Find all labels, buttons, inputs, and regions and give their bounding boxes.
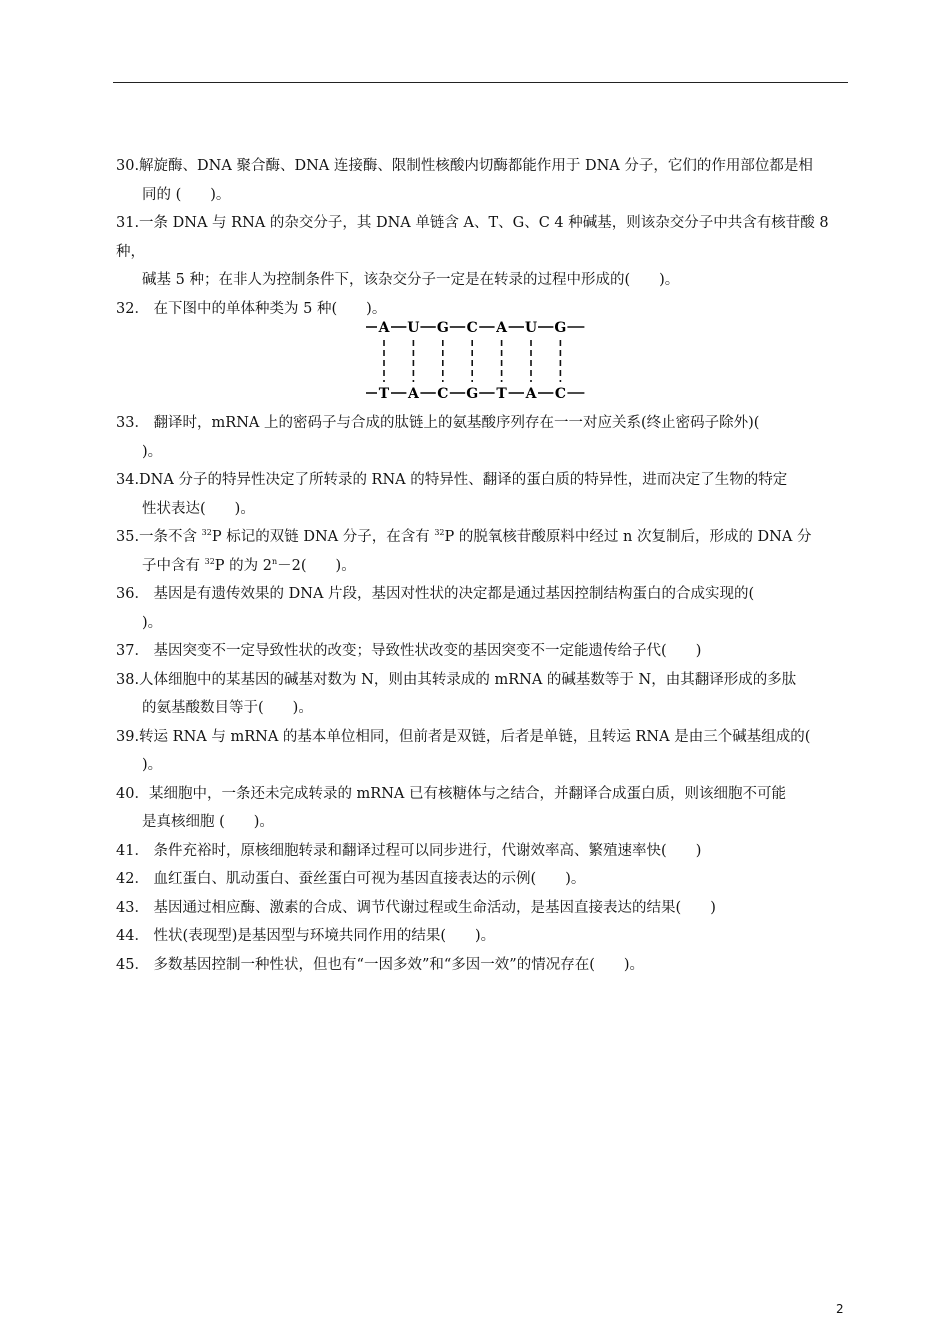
bottom-strand-base: C [437,386,449,402]
question-text: 41． 条件充裕时，原核细胞转录和翻译过程可以同步进行，代谢效率高、繁殖速率快( ) [116,842,702,859]
top-strand-base: U [407,321,420,336]
question-text-cont: 碱基 5 种；在非人为控制条件下，该杂交分子一定是在转录的过程中形成的( )。 [142,272,680,288]
question-text: 43． 基因通过相应酶、激素的合成、调节代谢过程或生命活动，是基因直接表达的结果( ) [116,899,716,916]
question-text-cont: )。 [142,614,163,631]
question-35 [116,523,852,580]
top-strand-base: G [436,321,449,336]
question-text: 37． 基因突变不一定导致性状的改变；导致性状改变的基因突变不一定能遗传给子代( ) [116,643,702,659]
bottom-strand-base: A [525,386,537,402]
question-text: 34.DNA 分子的特异性决定了所转录的 RNA 的特异性、翻译的蛋白质的特异性，进而决定了生物的特定 [116,472,788,488]
bottom-strand-base: C [554,386,566,402]
question-text: 44． 性状(表现型)是基因型与环境共同作用的结果( )。 [116,928,496,944]
question-text: 33． 翻译时，mRNA 上的密码子与合成的肽链上的氨基酸序列存在一一对应关系(终止密码子除外)( [116,415,760,431]
top-strand-base: A [378,321,390,336]
question-42 [116,865,852,894]
text-part: 子中含有 [142,557,205,574]
question-37 [116,637,852,666]
question-text-cont: 是真核细胞 ( )。 [142,814,274,830]
page-number: 2 [836,1302,844,1316]
top-strand-base: C [466,321,478,336]
top-strand [366,321,584,336]
question-text [116,529,811,545]
bottom-strand [366,386,584,402]
question-34 [116,466,852,523]
bottom-strand-base: A [407,386,419,402]
question-list [116,152,852,979]
text-part: 35.一条不含 [116,529,202,545]
question-text: 32． 在下图中的单体种类为 5 种( )。 [116,300,387,317]
question-text-cont: 性状表达( )。 [142,500,255,517]
question-text-cont: 同的 ( )。 [142,186,231,203]
question-text: 36． 基因是有遗传效果的 DNA 片段，基因对性状的决定都是通过基因控制结构蛋白的合成实现的( [116,586,755,602]
bottom-strand-base: G [466,386,479,402]
question-44 [116,922,852,951]
question-30 [116,152,852,209]
question-36 [116,580,852,637]
question-38 [116,666,852,723]
question-39 [116,723,852,780]
hybrid-strand-figure [116,321,852,409]
question-45 [116,951,852,980]
question-41 [116,837,852,866]
question-31 [116,209,852,295]
question-40 [116,780,852,837]
bottom-strand-base: T [496,386,507,402]
question-text: 42． 血红蛋白、肌动蛋白、蚕丝蛋白可视为基因直接表达的示例( )。 [116,871,586,887]
top-strand-base: U [524,321,538,336]
question-text: 45． 多数基因控制一种性状，但也有“一因多效”和“多因一效”的情况存在( )。 [116,956,645,973]
dna-rna-hybrid-diagram [116,321,852,409]
header-rule [113,82,848,83]
superscript: 32 [434,528,445,538]
text-part: P 的脱氧核苷酸原料中经过 n 次复制后，形成的 DNA 分 [444,529,812,545]
question-text-cont [116,552,852,581]
base-pair-links [384,340,560,382]
question-43 [116,894,852,923]
text-part: P 标记的双链 DNA 分子，在含有 [211,529,435,545]
top-strand-base: G [554,321,567,336]
superscript: 32 [201,528,212,538]
superscript: n [272,556,278,566]
text-part: －2( )。 [277,557,356,574]
text-part: P 的为 2 [214,557,272,574]
question-text-cont: 的氨基酸数目等于( )。 [142,700,313,716]
question-text-cont: )。 [142,443,163,460]
question-text: 39.转运 RNA 与 mRNA 的基本单位相同，但前者是双链，后者是单链，且转运 RNA 是由三个碱基组成的( [116,728,811,745]
bottom-strand-base: T [378,386,390,402]
top-strand-base: A [496,321,508,336]
question-text: 31.一条 DNA 与 RNA 的杂交分子，其 DNA 单链含 A、T、G、C 4 种碱基，则该杂交分子中共含有核苷酸 8 种， [116,215,829,260]
question-text-cont: )。 [142,757,163,773]
question-33 [116,409,852,466]
question-text: 38.人体细胞中的某基因的碱基对数为 N，则由其转录成的 mRNA 的碱基数等于 N，由其翻译形成的多肽 [116,671,797,688]
question-32 [116,295,852,324]
question-text: 40．某细胞中，一条还未完成转录的 mRNA 已有核糖体与之结合，并翻译合成蛋白质，则该细胞不可能 [116,785,786,802]
superscript: 32 [204,556,215,566]
question-text: 30.解旋酶、DNA 聚合酶、DNA 连接酶、限制性核酸内切酶都能作用于 DNA 分子，它们的作用部位都是相 [116,158,813,174]
